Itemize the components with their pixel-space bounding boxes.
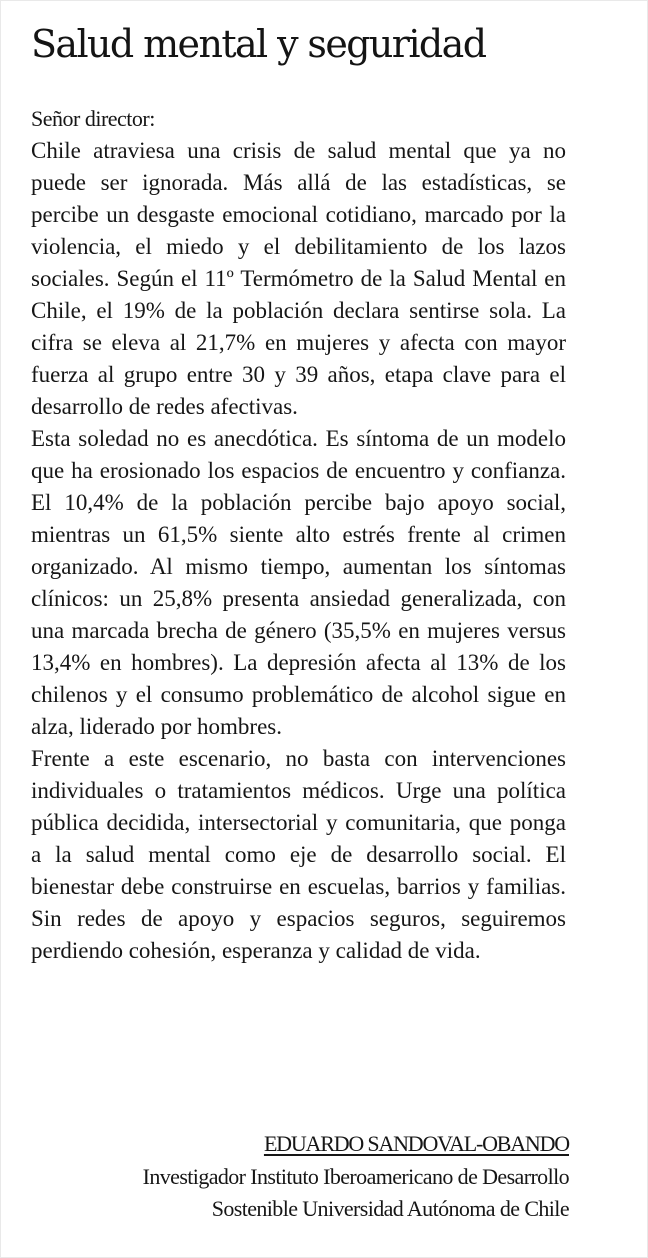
article-title: Salud mental y seguridad xyxy=(31,22,486,66)
paragraph-1: Chile atraviesa una crisis de salud mental que ya no puede ser ignorada. Más allá de las estadísticas, se percibe un desgaste emocional cotidiano, marcado por la violencia, el miedo y el debilitamiento de los lazos sociales. Según el 11º Termómetro de la Salud Mental en Chile, el 19% de la población declara sentirse sola. La cifra se eleva al 21,7% en mujeres y afecta con mayor fuerza al grupo entre 30 y 39 años, etapa clave para el desarrollo de redes afectivas. xyxy=(31,138,566,419)
author-affiliation-line-1: Investigador Instituto Iberoamericano de Desarrollo xyxy=(142,1164,569,1189)
signature-block xyxy=(143,1129,569,1225)
paragraph-3: Frente a este escenario, no basta con intervenciones individuales o tratamientos médicos. Urge una política pública decidida, intersectorial y comunitaria, que ponga a la salud mental como eje de desarrollo social. El bienestar debe construirse en escuelas, barrios y familias. Sin redes de apoyo y espacios seguros, seguiremos perdiendo cohesión, esperanza y calidad de vida. xyxy=(31,746,566,963)
author-name: EDUARDO SANDOVAL-OBANDO xyxy=(263,1131,569,1156)
salutation: Señor director: xyxy=(31,106,155,131)
author-affiliation-line-2: Sostenible Universidad Autónoma de Chile xyxy=(211,1196,569,1221)
letter-body xyxy=(31,103,566,967)
paragraph-2: Esta soledad no es anecdótica. Es síntoma de un modelo que ha erosionado los espacios de encuentro y confianza. El 10,4% de la población percibe bajo apoyo social, mientras un 61,5% siente alto estrés frente al crimen organizado. Al mismo tiempo, aumentan los síntomas clínicos: un 25,8% presenta ansiedad generalizada, con una marcada brecha de género (35,5% en mujeres versus 13,4% en hombres). La depresión afecta al 13% de los chilenos y el consumo problemático de alcohol sigue en alza, liderado por hombres. xyxy=(31,426,566,739)
